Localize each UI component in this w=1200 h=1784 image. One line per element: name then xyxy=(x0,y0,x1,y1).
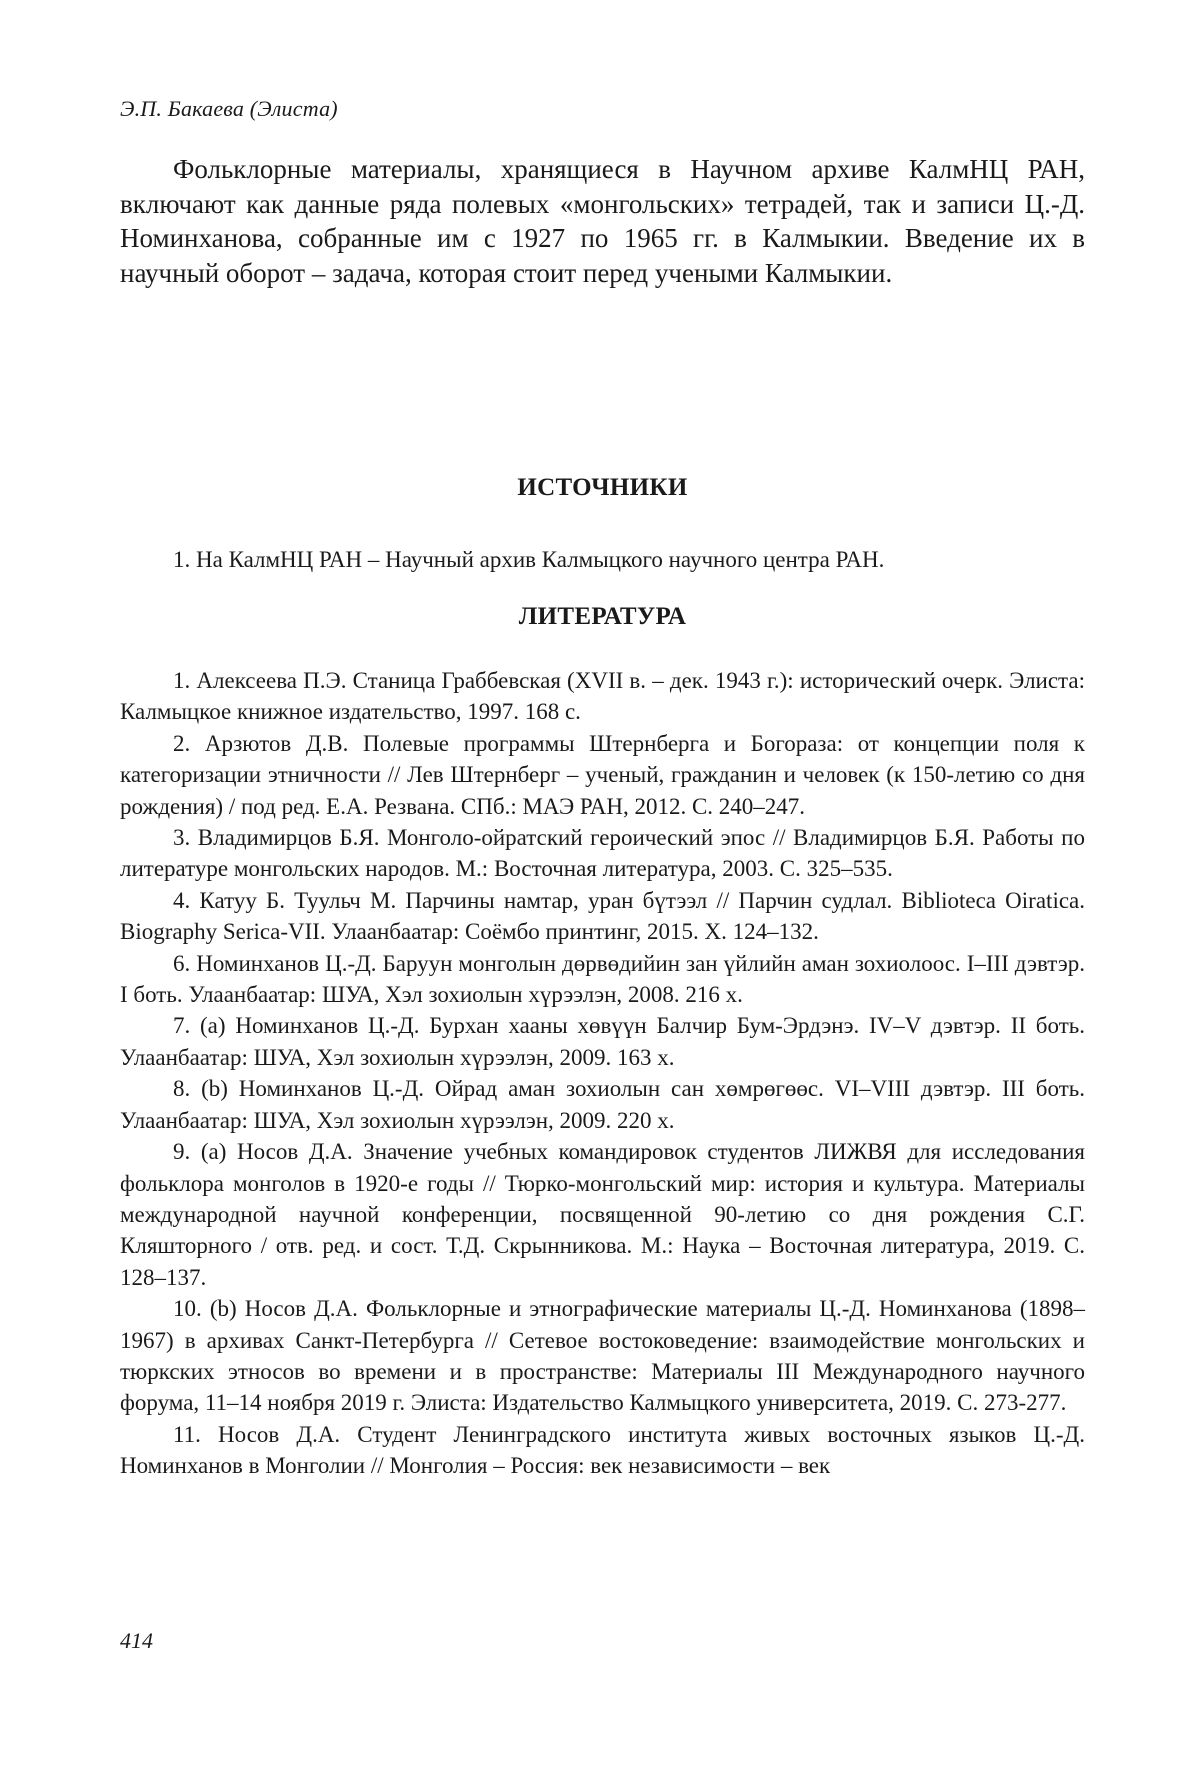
literature-heading: ЛИТЕРАТУРА xyxy=(518,603,687,630)
sources-heading: ИСТОЧНИКИ xyxy=(517,474,688,501)
source-item: 1. На КалмНЦ РАН – Научный архив Калмыцкого научного центра РАН. xyxy=(173,547,885,572)
reference-item: 4. Катуу Б. Туульч М. Парчины намтар, уран бүтээл // Парчин судлал. Bibliotecа Oiratica. Biography Serica-VII. Улаанбаатар: Соёмбо принтинг, 2015. Х. 124–132. xyxy=(120,887,1085,945)
reference-item: 9. (а) Носов Д.А. Значение учебных командировок студентов ЛИЖВЯ для исследования фольклора монголов в 1920-е годы // Тюрко-монгольский мир: история и культура. Материалы международной научной конференции, посвященной 90-летию со дня рождения С.Г. Кляшторного / отв. ред. и сост. Т.Д. Скрынникова. М.: Наука – Восточная литература, 2019. С. 128–137. xyxy=(120,1139,1085,1290)
literature-list xyxy=(120,665,1085,1482)
reference-item: 8. (b) Номинханов Ц.-Д. Ойрад аман зохиолын сан хөмрөгөөс. VI–VIII дэвтэр. III боть. Улаанбаатар: ШУА, Хэл зохиолын хүрээлэн, 2009. 220 х. xyxy=(120,1076,1085,1133)
reference-item: 7. (а) Номинханов Ц.-Д. Бурхан хааны хөвүүн Балчир Бум-Эрдэнэ. IV–V дэвтэр. II боть. Улаанбаатар: ШУА, Хэл зохиолын хүрээлэн, 2009. 163 х. xyxy=(120,1013,1085,1070)
reference-item: 1. Алексеева П.Э. Станица Граббевская (XVII в. – дек. 1943 г.): исторический очерк. Элиста: Калмыцкое книжное издательство, 1997. 168 с. xyxy=(120,668,1085,725)
reference-item: 11. Носов Д.А. Студент Ленинградского института живых восточных языков Ц.-Д. Номинханов в Монголии // Монголия – Россия: век независимости – век xyxy=(120,1421,1085,1479)
reference-item: 6. Номинханов Ц.-Д. Баруун монголын дөрвөдийин зан үйлийн аман зохиолоос. I–III дэвтэр. I боть. Улаанбаатар: ШУА, Хэл зохиолын хүрээлэн, 2008. 216 х. xyxy=(120,950,1085,1008)
running-head: Э.П. Бакаева (Элиста) xyxy=(120,96,338,121)
reference-item: 2. Арзютов Д.В. Полевые программы Штернберга и Богораза: от концепции поля к категоризации этничности // Лев Штернберг – ученый, гражданин и человек (к 150-летию со дня рождения) / под ред. Е.А. Резвана. СПб.: МАЭ РАН, 2012. С. 240–247. xyxy=(120,730,1085,819)
reference-item: 3. Владимирцов Б.Я. Монголо-ойратский героический эпос // Владимирцов Б.Я. Работы по литературе монгольских народов. М.: Восточная литература, 2003. С. 325–535. xyxy=(120,825,1085,882)
intro-paragraph: Фольклорные материалы, хранящиеся в Научном архиве КалмНЦ РАН, включают как данные ряда полевых «монгольских» тетрадей, так и записи Ц.-Д. Номинханова, собранные им с 1927 по 1965 гг. в Калмыкии. Введение их в научный оборот – задача, которая стоит перед учеными Калмыкии. xyxy=(120,154,1085,288)
page-number: 414 xyxy=(120,1628,153,1653)
page xyxy=(120,0,1085,1784)
reference-item: 10. (b) Носов Д.А. Фольклорные и этнографические материалы Ц.-Д. Номинханова (1898–1967) в архивах Санкт-Петербурга // Сетевое востоковедение: взаимодействие монгольских и тюркских этносов во времени и в пространстве: Материалы III Международного научного форума, 11–14 ноября 2019 г. Элиста: Издательство Калмыцкого университета, 2019. С. 273-277. xyxy=(120,1296,1085,1416)
